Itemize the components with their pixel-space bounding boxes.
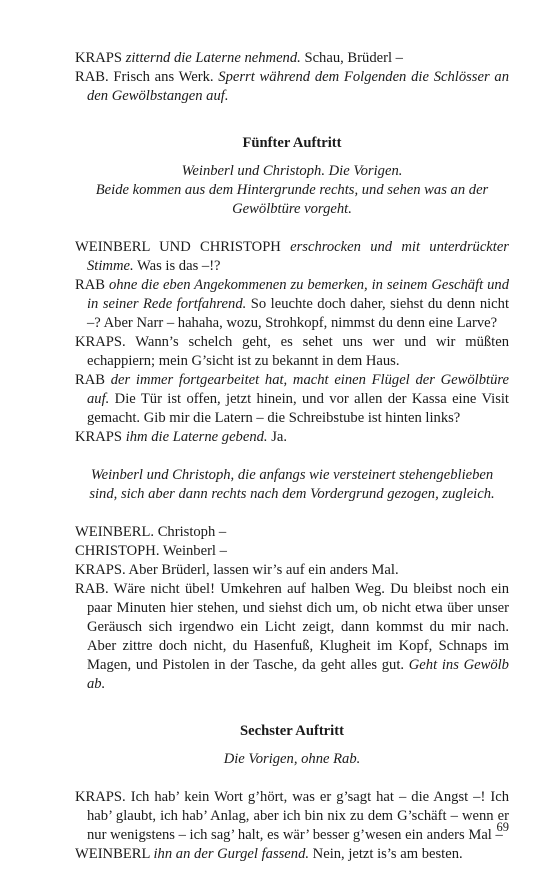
speech-text: Wäre nicht übel! Umkehren auf halben Weg. Du bleibst noch ein paar Minuten hier stehen, und siehst dich um, ob nicht etwa über unser Geräusch sich irgendwo ein Licht zeigt, dann kommst du mir nach. Aber zittre doch nicht, du Hasenfuß, Klugheit im Kopf, Schnaps im Magen, und Pistolen in der Tasche, da geht alles gut. [87, 581, 509, 673]
speaker: KRAPS. [75, 334, 126, 350]
scene-heading-6: Sechster Auftritt [240, 723, 344, 739]
speech-kraps-2 [75, 333, 509, 371]
stage-direction: Geht ins Gewölb ab. [87, 657, 509, 692]
speech-kraps-5 [75, 788, 509, 845]
speech-text: Ja. [267, 429, 288, 445]
stage-direction-block: Weinberl und Christoph, die anfangs wie versteinert stehengeblieben sind, sich aber dann rechts nach dem Vordergrund gezogen, zugleich. [89, 467, 495, 502]
speaker: RAB. [75, 581, 109, 597]
speaker: RAB. [75, 69, 109, 85]
speech-text: So leuchte doch daher, siehst du denn nicht –? Aber Narr – hahaha, wozu, Strohkopf, nimmst du denn eine Larve? [87, 296, 509, 331]
speech-rab-3 [75, 371, 509, 428]
speech-rab-4 [75, 580, 509, 694]
speech-christoph-1 [75, 542, 509, 561]
speech-rab-1 [75, 68, 509, 106]
spacer [75, 219, 509, 238]
speech-text: Nein, jetzt is’s am besten. [309, 846, 463, 862]
speech-weinberl-1 [75, 523, 509, 542]
speaker: RAB [75, 372, 106, 388]
stage-direction: Sperrt während dem Folgenden die Schlösser an den Gewölbstangen auf. [87, 69, 510, 104]
scene-cast-5: Weinberl und Christoph. Die Vorigen. [181, 163, 403, 179]
speech-text: Aber Brüderl, lassen wir’s auf ein anders Mal. [125, 562, 399, 578]
speech-text: Weinberl – [159, 543, 227, 559]
stage-direction: ihm die Laterne gebend. [125, 429, 268, 445]
speaker: CHRISTOPH. [75, 543, 160, 559]
speaker: WEINBERL [75, 846, 150, 862]
speech-text: Frisch ans Werk. [108, 69, 219, 85]
scene-heading-5: Fünfter Auftritt [242, 135, 342, 151]
speaker: KRAPS. [75, 562, 126, 578]
stage-direction: ihn an der Gurgel fassend. [153, 846, 310, 862]
speech-kraps-3 [75, 428, 509, 447]
spacer [75, 504, 509, 523]
speaker: KRAPS [75, 429, 123, 445]
scene-cast-6: Die Vorigen, ohne Rab. [223, 751, 361, 767]
speaker: WEINBERL. [75, 524, 155, 540]
speaker: KRAPS [75, 50, 123, 66]
page-number: 69 [496, 820, 509, 834]
spacer [75, 447, 509, 466]
speech-text: Christoph – [154, 524, 227, 540]
scene-stage-direction-5: Beide kommen aus dem Hintergrunde rechts, und sehen was an der Gewölbtüre vorgeht. [95, 182, 489, 217]
stage-direction: der immer fortgearbeitet hat, macht einen Flügel der Gewölbtüre auf. [87, 372, 509, 407]
speaker: RAB [75, 277, 106, 293]
speech-text: Die Tür ist offen, jetzt hinein, und vor allen der Kassa eine Visit gemacht. Gib mir die Latern – die Schreibstube ist hinten links? [87, 391, 509, 426]
speech-text: Ich hab’ kein Wort g’hört, was er g’sagt hat – die Angst –! Ich hab’ glaubt, ich hab’ Anlag, aber ich bin nix zu dem G’schäft – wenn er nur wenigstens – ich sag’ halt, es wär’ besser g’wesen ein anders Mal – [87, 789, 509, 843]
speech-weinberl-christoph [75, 238, 509, 276]
stage-direction: zitternd die Laterne nehmend. [125, 50, 301, 66]
speaker: KRAPS. [75, 789, 126, 805]
speaker: WEINBERL UND CHRISTOPH [75, 239, 281, 255]
speech-text: Schau, Brüderl – [300, 50, 403, 66]
speech-weinberl-2 [75, 845, 509, 864]
spacer [75, 769, 509, 788]
stage-direction: erschrocken und mit unterdrückter Stimme. [87, 239, 509, 274]
speech-text: Wann’s schelch geht, es sehet uns wer und wir müßten echappiern; mein G’sicht ist zu bekannt in dem Haus. [87, 334, 509, 369]
speech-kraps-4 [75, 561, 509, 580]
speech-rab-2 [75, 276, 509, 333]
speech-text: Was is das –!? [133, 258, 221, 274]
page-body [75, 49, 509, 864]
stage-direction: ohne die eben Angekommenen zu bemerken, in seinem Geschäft und in seiner Rede fortfahrend. [87, 277, 509, 312]
speech-kraps-1 [75, 49, 509, 68]
